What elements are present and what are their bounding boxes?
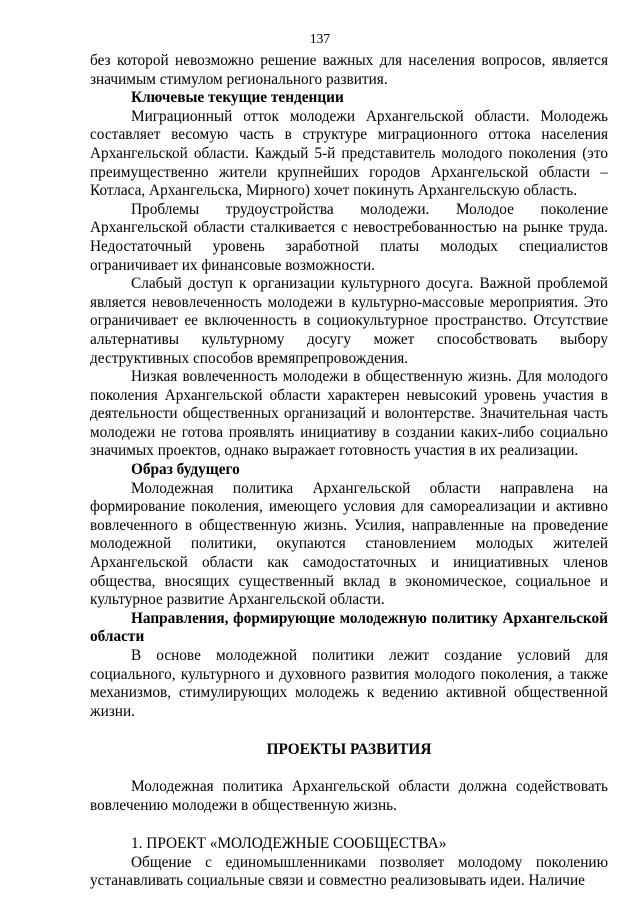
paragraph-directions: В основе молодежной политики лежит создание условий для социального, культурного и духовного развития молодого поколения, а также механизмов, стимулирующих молодежь к ведению активной общественной жизни.: [90, 647, 608, 720]
page-number: 137: [309, 31, 331, 46]
paragraph-employment: Проблемы трудоустройства молодежи. Молодое поколение Архангельской области сталкивается с невостребованностью на рынке труда. Недостаточный уровень заработной платы молодых специалистов ограничивает их финансовые возможности.: [90, 200, 608, 274]
heading-future-image: Образ будущего: [131, 461, 240, 479]
paragraph-migration: Миграционный отток молодежи Архангельской области. Молодежь составляет весомую часть в структуре миграционного оттока населения Архангельской области. Каждый 5-й представитель молодого поколения (это преимущественно жители крупнейших городов Архангельской области – Котласа, Архангельска, Мирного) хочет покинуть Архангельскую область.: [90, 107, 608, 200]
paragraph-culture: Слабый доступ к организации культурного досуга. Важной проблемой является невовлеченность молодежи в культурно-массовые мероприятия. Это ограничивает ее включенность в социокультурное пространство. Отсутствие альтернативы культурному досугу может способствовать выбору деструктивных способов времяпрепровождения.: [90, 275, 608, 367]
paragraph-social-involvement: Низкая вовлеченность молодежи в общественную жизнь. Для молодого поколения Архангельской области характерен невысокий уровень участия в деятельности общественных организаций и волонтерстве. Значительная часть молодежи не готова проявлять инициативу в создании каких-либо социально значимых проектов, однако выражает готовность участия в их реализации.: [90, 368, 608, 460]
heading-key-trends: Ключевые текущие тенденции: [131, 89, 344, 107]
heading-directions: Направления, формирующие молодежную политику Архангельской области: [90, 609, 608, 646]
section-title: ПРОЕКТЫ РАЗВИТИЯ: [266, 741, 432, 759]
paragraph-project-1: Общение с единомышленниками позволяет молодому поколению устанавливать социальные связи и совместно реализовывать идеи. Наличие: [90, 853, 608, 890]
paragraph-future: Молодежная политика Архангельской области направлена на формирование поколения, имеющего условия для самореализации и активно вовлеченного в общественную жизнь. Усилия, направленные на проведение молодежной политики, окупаются становлением молодых жителей Архангельской области как самодостаточных и инициативных членов общества, вносящих существенный вклад в экономическое, социальное и культурное развитие Архангельской области.: [90, 479, 608, 609]
page-body: [90, 52, 608, 891]
paragraph-continuation: без которой невозможно решение важных для населения вопросов, является значимым стимулом регионального развития.: [90, 52, 608, 88]
paragraph-projects-intro: Молодежная политика Архангельской области должна содействовать вовлечению молодежи в общественную жизнь.: [90, 777, 608, 814]
heading-project-1: 1. ПРОЕКТ «МОЛОДЕЖНЫЕ СООБЩЕСТВА»: [131, 835, 447, 853]
